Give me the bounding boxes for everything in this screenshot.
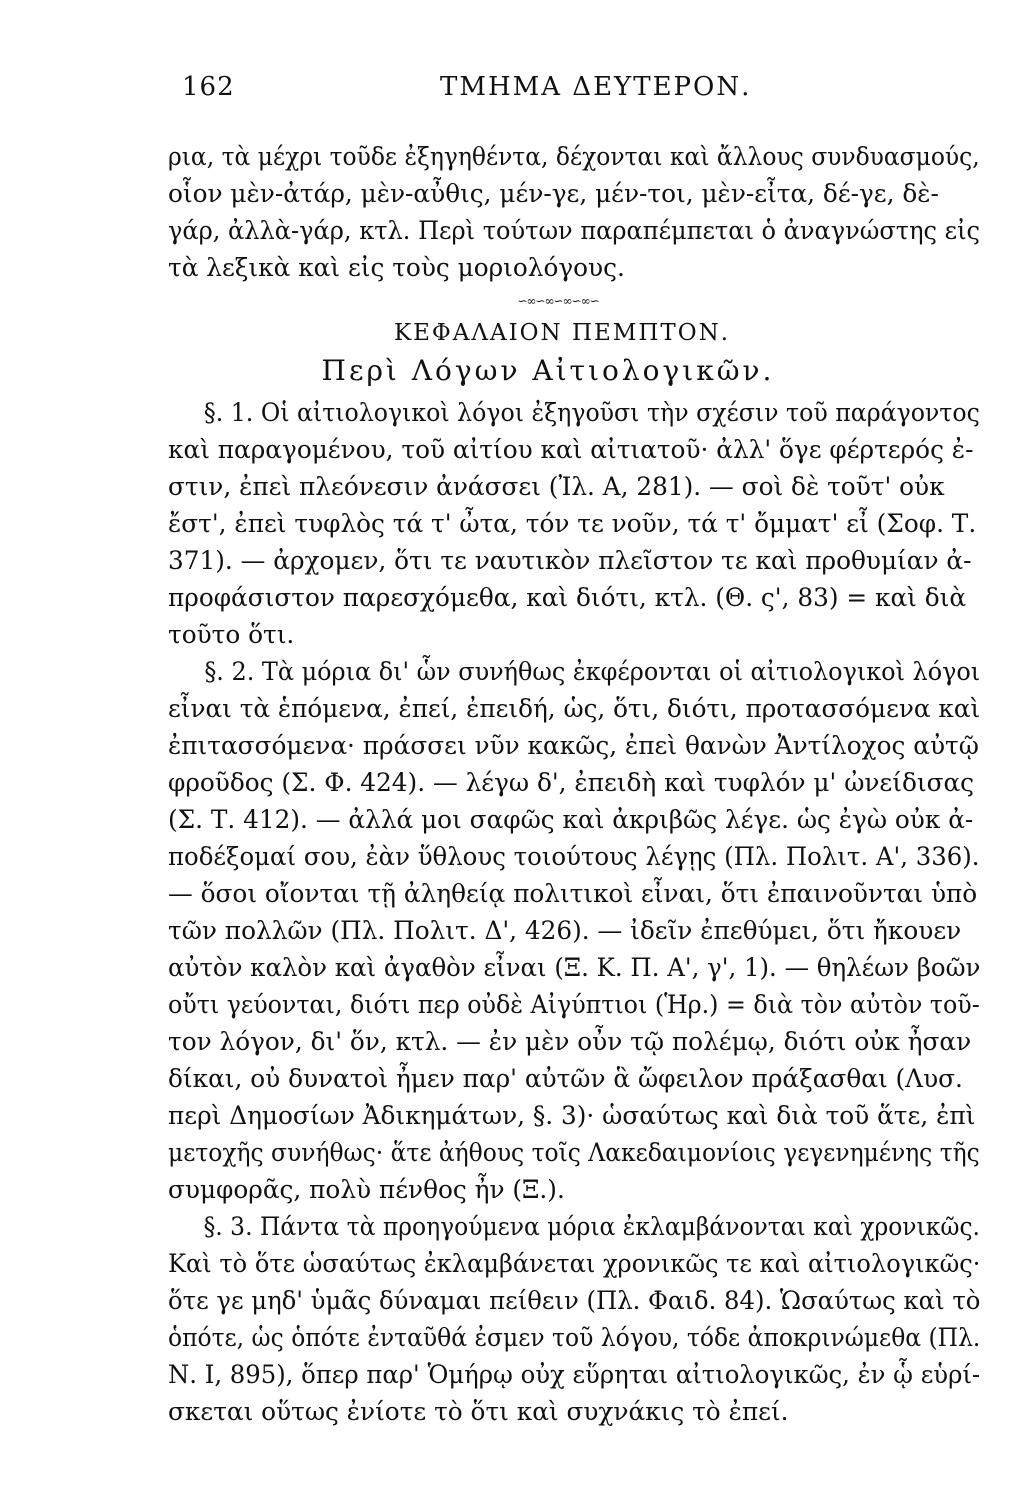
text-line: μετοχῆς συνήθως· ἅτε ἀήθους τοῖς Λακεδαιμονίοις γεγενημένης τῆς	[168, 1138, 980, 1167]
text-line: δίκαι, οὐ δυνατοὶ ἦμεν παρ' αὐτῶν ἃ ὤφειλον πράξασθαι (Λυσ.	[168, 1064, 963, 1093]
text-line: εἶναι τὰ ἑπόμενα, ἐπεί, ἐπειδή, ὡς, ὅτι, διότι, προτασσόμενα καὶ	[168, 694, 981, 723]
text-line: τὰ λεξικὰ καὶ εἰς τοὺς μοριολόγους.	[168, 253, 625, 282]
text-line: ὅτε γε μηδ' ὑμᾶς δύναμαι πείθειν (Πλ. Φαιδ. 84). Ὡσαύτως καὶ τὸ	[168, 1286, 981, 1315]
text-line: §. 3. Πάντα τὰ προηγούμενα μόρια ἐκλαμβάνονται καὶ χρονικῶς.	[203, 1212, 981, 1241]
intro-paragraph	[168, 138, 988, 286]
text-line: στιν, ἐπεὶ πλεόνεσιν ἀνάσσει (Ἰλ. Α, 281). — σοὶ δὲ τοῦτ' οὐκ	[168, 472, 945, 501]
text-line: — ὅσοι οἴονται τῇ ἀληθείᾳ πολιτικοὶ εἶναι, ὅτι ἐπαινοῦνται ὑπὸ	[168, 879, 978, 908]
text-line: προφάσιστον παρεσχόμεθα, καὶ διότι, κτλ. (Θ. ς', 83) = καὶ διὰ	[168, 583, 967, 612]
text-line: περὶ Δημοσίων Ἀδικημάτων, §. 3)· ὡσαύτως καὶ διὰ τοῦ ἅτε, ἐπὶ	[168, 1101, 976, 1130]
text-line: τον λόγον, δι' ὅν, κτλ. — ἐν μὲν οὖν τῷ πολέμῳ, διότι οὐκ ἦσαν	[168, 1027, 972, 1056]
text-line: καὶ παραγομένου, τοῦ αἰτίου καὶ αἰτιατοῦ· ἀλλ' ὅγε φέρτερός ἐ-	[168, 435, 974, 464]
text-line: (Σ. Τ. 412). — ἀλλά μοι σαφῶς καὶ ἀκριβῶς λέγε. ὡς ἐγὼ οὐκ ἀ-	[168, 805, 974, 834]
text-line: γάρ, ἀλλὰ-γάρ, κτλ. Περὶ τούτων παραπέμπεται ὁ ἀναγνώστης εἰς	[168, 216, 981, 245]
text-line: §. 1. Οἱ αἰτιολογικοὶ λόγοι ἐξηγοῦσι τὴν σχέσιν τοῦ παράγοντος	[203, 398, 980, 427]
text-line: Καὶ τὸ ὅτε ὡσαύτως ἐκλαμβάνεται χρονικῶς τε καὶ αἰτιολογικῶς·	[168, 1249, 981, 1278]
text-line: οἷον μὲν-ἀτάρ, μὲν-αὖθις, μέν-γε, μέν-τοι, μὲν-εἶτα, δέ-γε, δὲ-	[168, 179, 939, 208]
ornament-glyphs: ∽∞∽∞∽∞∽∞∽	[517, 294, 599, 308]
text-line: τῶν πολλῶν (Πλ. Πολιτ. Δ', 426). — ἰδεῖν ἐπεθύμει, ὅτι ἤκουεν	[168, 916, 962, 945]
text-line: φροῦδος (Σ. Φ. 424). — λέγω δ', ἐπειδὴ καὶ τυφλόν μ' ὠνείδισας	[168, 768, 975, 797]
chapter-subtitle: Περὶ Λόγων Αἰτιολογικῶν.	[321, 354, 775, 387]
text-line: συμφορᾶς, πολὺ πένθος ἦν (Ξ.).	[168, 1175, 565, 1204]
text-line: τοῦτο ὅτι.	[168, 620, 295, 649]
text-line: ποδέξομαί σου, ἐὰν ὕθλους τοιούτους λέγῃς (Πλ. Πολιτ. Α', 336).	[168, 842, 980, 871]
running-header	[168, 60, 988, 100]
text-line: 371). — ἀρχομεν, ὅτι τε ναυτικὸν πλεῖστον τε καὶ προθυμίαν ἀ-	[168, 546, 972, 575]
book-page	[168, 60, 988, 1430]
text-line: αὐτὸν καλὸν καὶ ἀγαθὸν εἶναι (Ξ. Κ. Π. Α', γ', 1). — θηλέων βοῶν	[168, 953, 981, 982]
section-1	[168, 394, 988, 653]
chapter-heading: ΚΕΦΑΛΑΙΟΝ ΠΕΜΠΤΟΝ.	[393, 320, 731, 346]
section-2	[168, 653, 988, 1208]
section-3	[168, 1208, 988, 1430]
text-line: οὔτι γεύονται, διότι περ οὐδὲ Αἰγύπτιοι (Ἡρ.) = διὰ τὸν αὐτὸν τοῦ-	[168, 990, 980, 1019]
ornamental-divider	[168, 294, 988, 308]
text-line: ἐπιτασσόμενα· πράσσει νῦν κακῶς, ἐπεὶ θανὼν Ἀντίλοχος αὐτῷ	[168, 731, 979, 760]
text-line: ρια, τὰ μέχρι τοῦδε ἐξηγηθέντα, δέχονται καὶ ἄλλους συνδυασμούς,	[168, 142, 980, 171]
running-title: ΤΜΗΜΑ ΔΕΥΤΕΡΟΝ.	[440, 72, 752, 102]
text-line: Ν. Ι, 895), ὅπερ παρ' Ὁμήρῳ οὐχ εὕρηται αἰτιολογικῶς, ἐν ᾧ εὑρί-	[168, 1360, 981, 1389]
text-line: σκεται οὕτως ἐνίοτε τὸ ὅτι καὶ συχνάκις τὸ ἐπεί.	[168, 1397, 789, 1426]
page-number: 162	[182, 72, 235, 102]
text-line: ὁπότε, ὡς ὁπότε ἐνταῦθά ἐσμεν τοῦ λόγου, τόδε ἀποκρινώμεθα (Πλ.	[168, 1323, 981, 1352]
text-line: §. 2. Τὰ μόρια δι' ὧν συνήθως ἐκφέρονται οἱ αἰτιολογικοὶ λόγοι	[204, 657, 981, 686]
text-line: ἔστ', ἐπεὶ τυφλὸς τά τ' ὦτα, τόν τε νοῦν, τά τ' ὄμματ' εἶ (Σοφ. Τ.	[168, 509, 977, 538]
